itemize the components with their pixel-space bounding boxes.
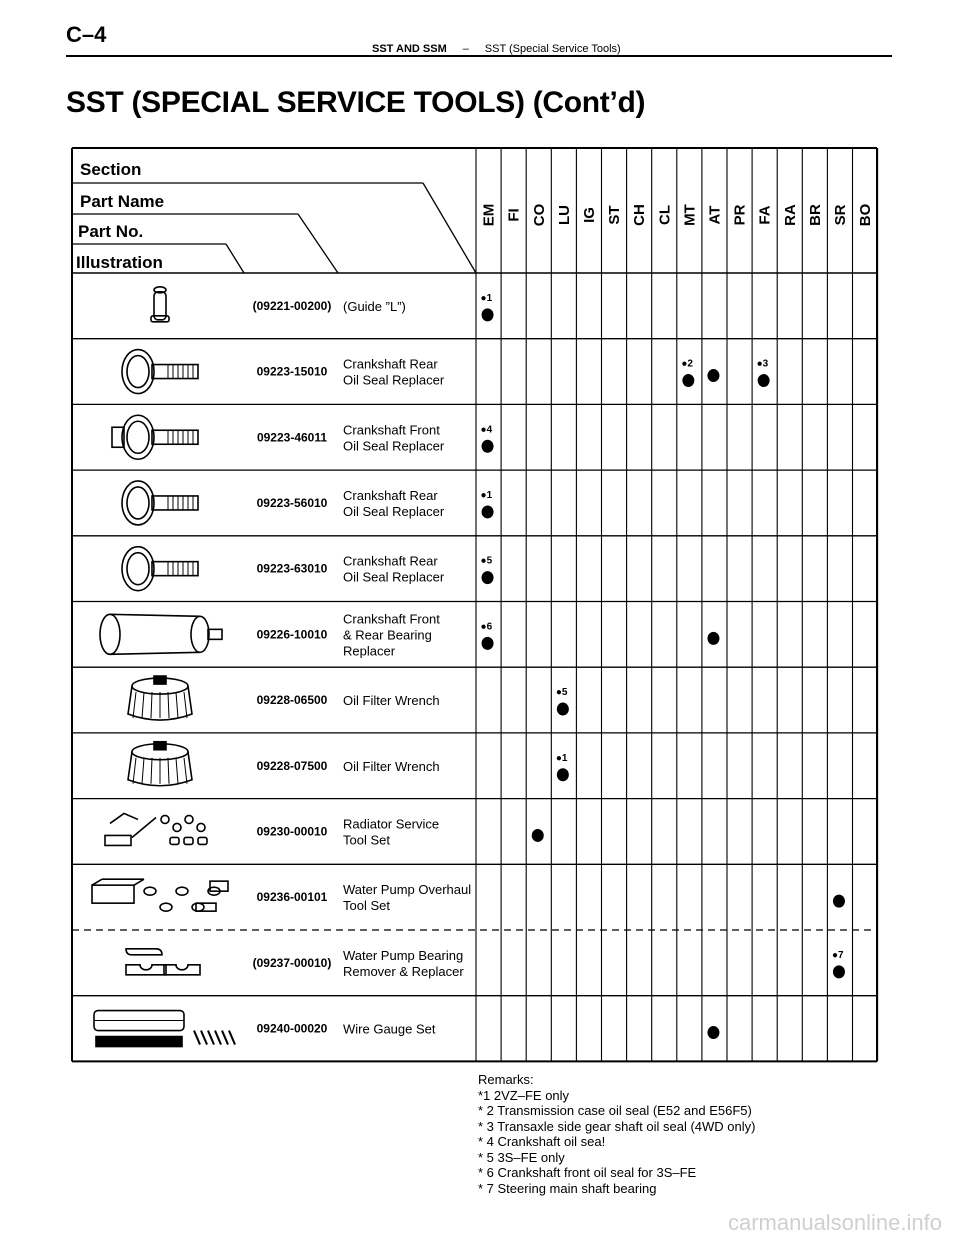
column-label-mt: MT [681,204,699,226]
tool-illustration [94,1011,235,1047]
tool-illustration [126,949,200,975]
applicability-dot [482,637,494,650]
column-label-cl: CL [656,205,674,225]
tool-illustration [112,415,198,459]
header-line-name-diag [298,214,338,273]
header-line-no-diag [226,244,244,273]
tool-illustration [122,350,198,394]
part-name-line: Replacer [343,643,396,659]
tool-illustration [151,287,169,322]
applicability-note: ●7 [831,949,844,961]
part-name-line: Radiator Service [343,816,440,832]
part-number: 09228-06500 [256,693,328,708]
applicability-note: ●5 [555,687,568,699]
column-label-pr: PR [731,204,749,226]
tool-illustration [128,742,192,786]
remark-line: * 2 Transmission case oil seal (E52 and E56F5) [478,1103,752,1118]
page-title: SST (SPECIAL SERVICE TOOLS) (Cont’d) [66,86,646,119]
remark-line: Remarks: [478,1072,534,1087]
running-header-subsection: SST (Special Service Tools) [484,43,621,55]
applicability-dot [833,895,845,908]
part-name-line: Crankshaft Front [343,422,440,438]
applicability-note: ●6 [480,621,493,633]
part-number: 09228-07500 [256,758,328,773]
remark-line: * 6 Crankshaft front oil seal for 3S–FE [478,1165,697,1180]
part-name-line: Crankshaft Rear [343,553,438,569]
column-label-fa: FA [756,205,774,225]
part-name-line: (Guide ”L”) [343,298,406,314]
applicability-dot [482,440,494,453]
applicability-dot [482,308,494,321]
part-name-line: Oil Filter Wrench [343,758,440,774]
part-name-line: Crankshaft Rear [343,356,438,372]
part-name-line: Oil Seal Replacer [343,372,445,388]
part-number: (09237-00010) [252,955,332,970]
part-name-line: Tool Set [343,832,390,848]
part-name-line: Crankshaft Rear [343,487,438,503]
remark-line: * 7 Steering main shaft bearing [478,1180,657,1196]
column-label-ra: RA [781,204,799,226]
page-code: C–4 [66,22,107,47]
part-name-line: Oil Seal Replacer [343,503,445,519]
part-name-line: & Rear Bearing [343,627,432,643]
applicability-note: ●3 [756,358,769,370]
applicability-note: ●4 [480,424,493,436]
applicability-note: ●1 [555,752,568,764]
tool-illustration [122,481,198,525]
column-label-at: AT [706,205,724,225]
part-number: 09223-15010 [256,364,328,379]
part-number: (09221-00200) [252,298,332,313]
applicability-note: ●5 [480,555,493,567]
tool-illustration [100,614,222,654]
part-number: 09223-46011 [256,430,328,445]
applicability-dot [833,965,845,978]
part-name-line: Oil Filter Wrench [343,693,440,709]
applicability-note: ●1 [480,489,493,501]
part-name-line: Oil Seal Replacer [343,438,445,454]
part-number: 09223-56010 [256,495,328,510]
part-name-line: Water Pump Overhaul [343,882,472,898]
column-label-lu: LU [555,205,573,225]
column-label-ch: CH [631,204,649,226]
applicability-dot [707,1026,719,1039]
applicability-note: ●2 [681,358,693,370]
part-number: 09226-10010 [256,627,328,642]
column-label-bo: BO [857,203,875,227]
applicability-dot [482,505,494,518]
part-name-line: Wire Gauge Set [343,1021,436,1037]
part-name-line: Tool Set [343,898,390,914]
column-label-st: ST [606,205,624,225]
part-number: 09236-00101 [256,890,328,905]
part-name-line: Remover & Replacer [343,963,464,979]
applicability-dot [682,374,694,387]
applicability-note: ●1 [480,292,493,304]
column-label-ig: IG [580,207,598,223]
remarks-block [478,1072,755,1196]
part-name-line: Crankshaft Front [343,611,440,627]
part-number: 09240-00020 [256,1021,328,1036]
part-number: 09223-63010 [256,561,328,576]
tool-illustration [128,676,192,720]
tool-illustration [122,547,198,591]
header-label-section: Section [80,160,142,179]
header-label-illustration: Illustration [76,253,163,272]
applicability-dot [707,632,719,645]
applicability-dot [758,374,770,387]
tool-illustration [92,879,228,911]
running-header-separator: – [462,43,469,55]
applicability-dot [482,571,494,584]
part-name-line: Oil Seal Replacer [343,569,445,585]
remark-line: * 5 3S–FE only [478,1149,565,1165]
watermark: carmanualsonline.info [727,1210,942,1235]
applicability-dot [532,829,544,842]
part-name-line: Water Pump Bearing [343,947,464,963]
header-line-section-diag [423,183,476,273]
column-label-fi: FI [505,208,523,222]
applicability-dot [707,369,719,382]
remark-line: *1 2VZ–FE only [478,1087,570,1103]
part-number: 09230-00010 [256,824,328,839]
applicability-dot [557,703,569,716]
column-label-sr: SR [831,204,849,226]
column-label-br: BR [806,204,824,226]
tool-illustration [105,813,207,845]
remark-line: * 3 Transaxle side gear shaft oil seal (4WD only) [478,1118,756,1134]
column-label-em: EM [480,203,498,227]
header-label-part-no: Part No. [78,222,144,241]
applicability-dot [557,768,569,781]
running-header-section: SST AND SSM [372,43,447,55]
header-label-part-name: Part Name [80,192,165,211]
column-label-co: CO [530,203,548,227]
remark-line: * 4 Crankshaft oil sea! [478,1134,606,1149]
